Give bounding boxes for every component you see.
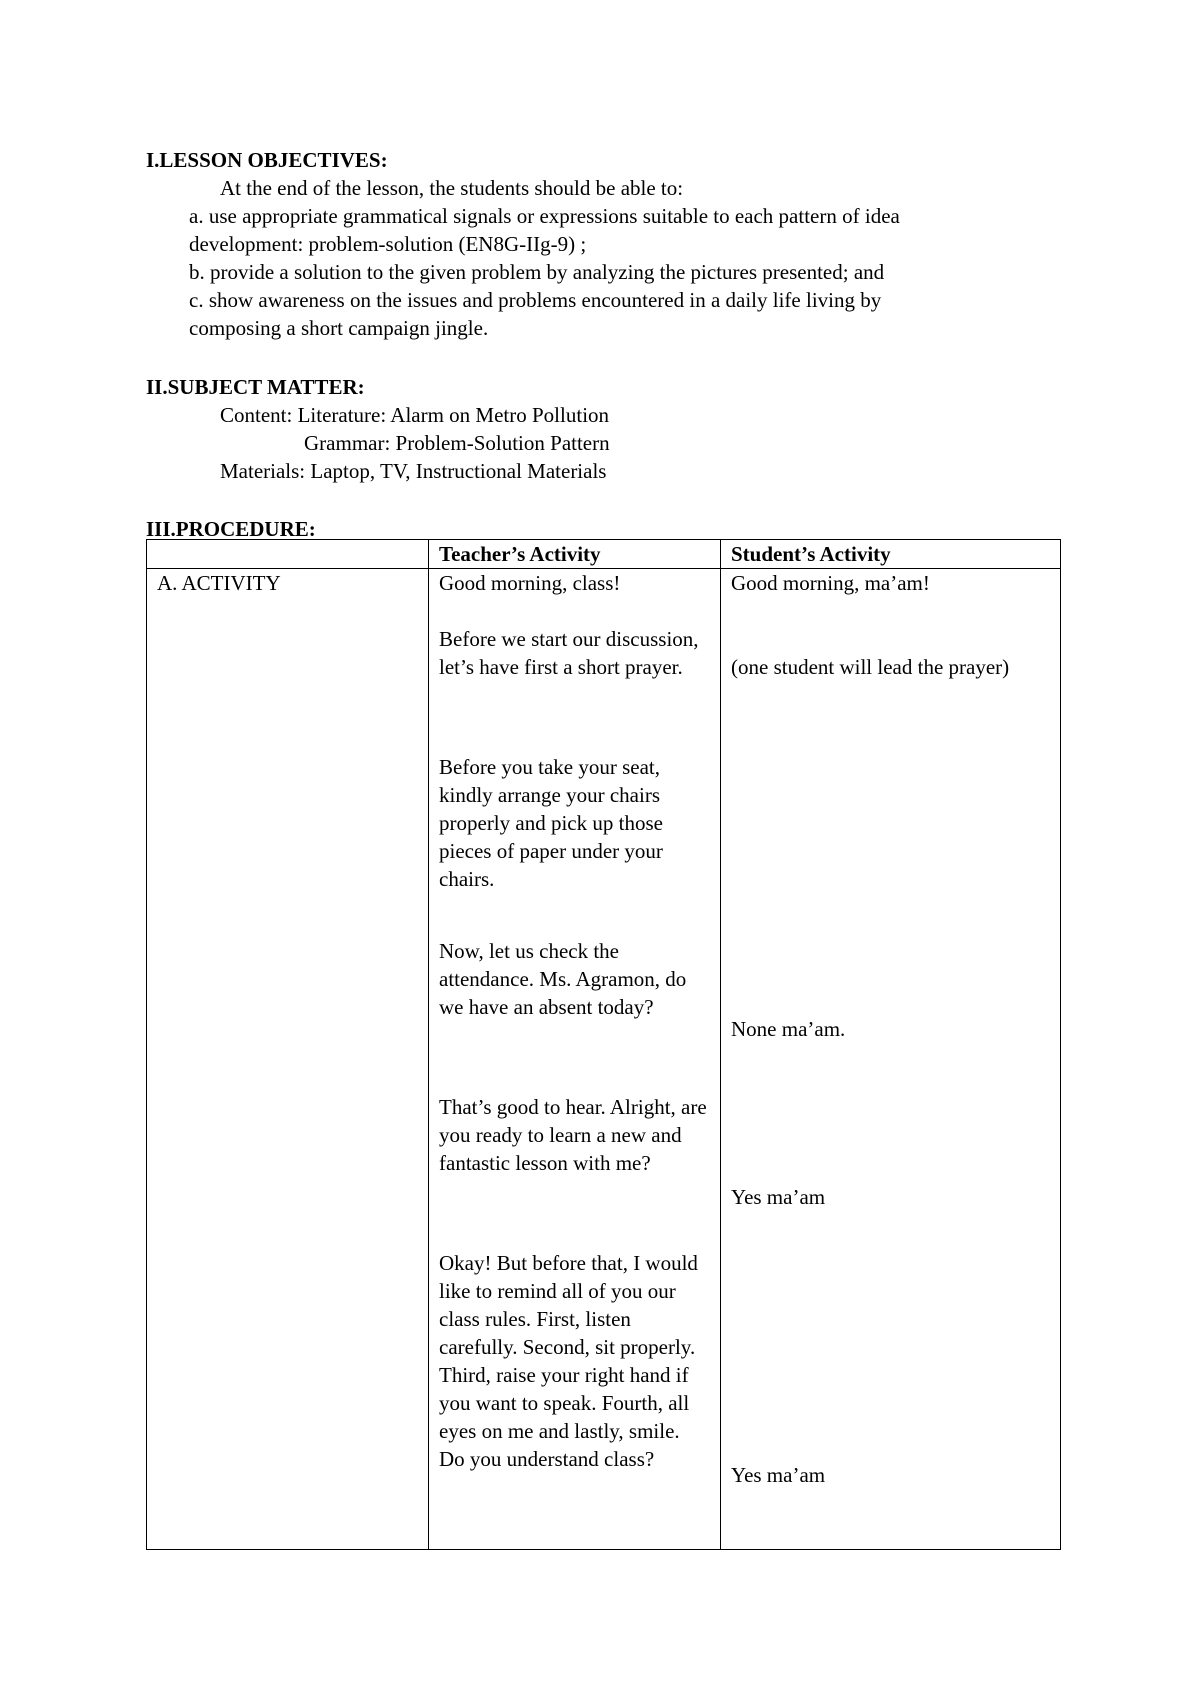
objective-a-line-2: development: problem-solution (EN8G-IIg-9) ; — [189, 232, 587, 256]
objective-c-line-1: c. show awareness on the issues and problems encountered in a daily life living by — [189, 288, 882, 312]
objectives-heading: I.LESSON OBJECTIVES: — [146, 148, 388, 172]
teacher-line-chairs: Before you take your seat, kindly arrange your chairs properly and pick up those pieces of paper under your chairs. — [439, 755, 663, 891]
header-student-activity: Student’s Activity — [721, 540, 1061, 569]
row-label-cell — [147, 569, 429, 1550]
student-line-greeting: Good morning, ma’am! — [731, 571, 930, 595]
row-label: A. ACTIVITY — [157, 571, 281, 595]
subject-materials: Materials: Laptop, TV, Instructional Materials — [220, 459, 607, 483]
subject-matter-heading: II.SUBJECT MATTER: — [146, 375, 365, 399]
procedure-heading: III.PROCEDURE: — [146, 517, 316, 541]
student-line-yes-1: Yes ma’am — [731, 1185, 826, 1209]
objective-c-line-2: composing a short campaign jingle. — [189, 316, 489, 340]
objectives-intro: At the end of the lesson, the students should be able to: — [220, 176, 684, 200]
table-row — [147, 569, 1061, 1550]
header-teacher-activity: Teacher’s Activity — [429, 540, 721, 569]
student-line-prayer: (one student will lead the prayer) — [731, 655, 1010, 679]
subject-content: Content: Literature: Alarm on Metro Pollution — [220, 403, 610, 427]
procedure-header-row — [147, 540, 1061, 569]
subject-grammar: Grammar: Problem-Solution Pattern — [304, 431, 610, 455]
teacher-line-attendance: Now, let us check the attendance. Ms. Agramon, do we have an absent today? — [439, 939, 687, 1019]
teacher-activity-cell — [429, 569, 721, 1550]
teacher-line-rules: Okay! But before that, I would like to remind all of you our class rules. First, listen carefully. Second, sit properly. Third, raise your right hand if you want to speak. Fourth, all eyes on me and lastly, smile. Do you understand class? — [439, 1251, 698, 1471]
student-activity-cell — [721, 569, 1061, 1550]
teacher-line-prayer: Before we start our discussion, let’s have first a short prayer. — [439, 627, 699, 679]
teacher-line-greeting: Good morning, class! — [439, 571, 621, 595]
teacher-line-ready: That’s good to hear. Alright, are you ready to learn a new and fantastic lesson with me? — [439, 1095, 707, 1175]
student-line-none: None ma’am. — [731, 1017, 846, 1041]
objective-b: b. provide a solution to the given problem by analyzing the pictures presented; and — [189, 260, 885, 284]
objective-a-line-1: a. use appropriate grammatical signals or expressions suitable to each pattern of idea — [189, 204, 900, 228]
header-blank — [147, 540, 429, 569]
procedure-table — [146, 539, 1061, 1550]
student-line-yes-2: Yes ma’am — [731, 1463, 826, 1487]
